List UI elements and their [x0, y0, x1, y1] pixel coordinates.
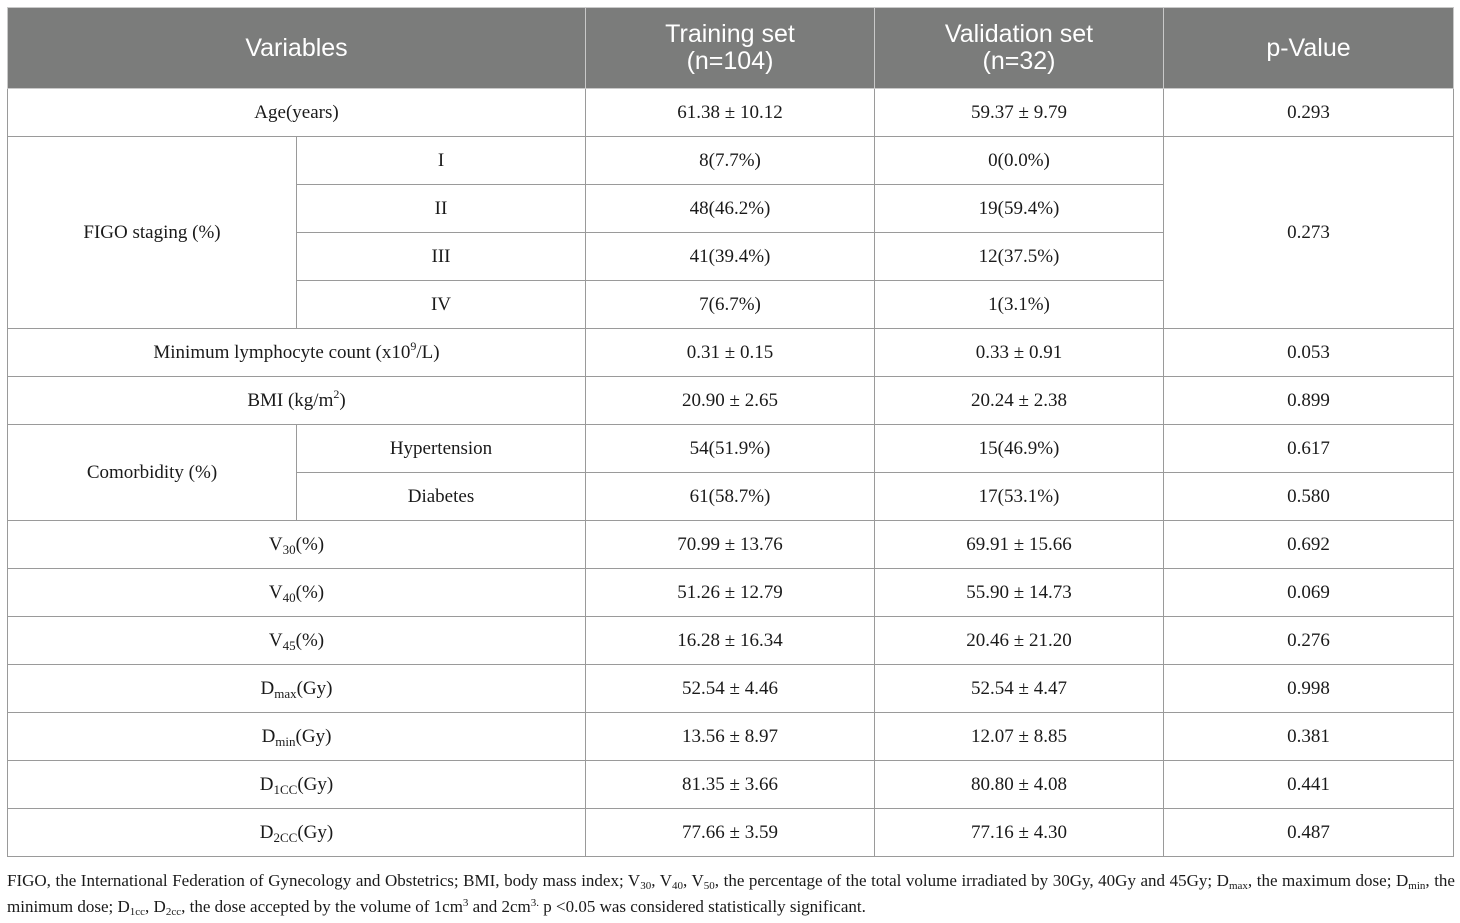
row-label-dose	[8, 761, 586, 809]
table-row	[8, 329, 1454, 377]
table-wrapper	[7, 7, 1453, 857]
label-unit: (Gy)	[296, 677, 333, 699]
header-validation-set	[875, 8, 1164, 89]
cell-validation: 20.24 ± 2.38	[875, 377, 1164, 425]
footnote-text: , V	[683, 871, 704, 890]
label-superscript: 9	[410, 338, 417, 353]
label-base: V	[268, 629, 283, 651]
cell-validation: 77.16 ± 4.30	[875, 809, 1164, 857]
label-base: D	[259, 821, 274, 843]
cell-validation: 59.37 ± 9.79	[875, 89, 1164, 137]
table-row	[8, 713, 1454, 761]
footnote-subscript: max	[1228, 880, 1248, 892]
cell-training: 77.66 ± 3.59	[586, 809, 875, 857]
footnote-superscript: 3.	[530, 897, 539, 909]
row-label-bmi	[8, 377, 586, 425]
footnote-text: , the maximum dose; D	[1247, 871, 1409, 890]
cell-pvalue: 0.053	[1164, 329, 1454, 377]
cell-validation: 20.46 ± 21.20	[875, 617, 1164, 665]
row-label-dose	[8, 809, 586, 857]
label-subscript: min	[275, 733, 296, 749]
cell-validation: 19(59.4%)	[875, 185, 1164, 233]
header-training-line1: Training set	[665, 20, 795, 48]
cell-training: 70.99 ± 13.76	[586, 521, 875, 569]
cell-validation: 52.54 ± 4.47	[875, 665, 1164, 713]
footnote-text: , the minimum dose; D	[7, 871, 1455, 916]
table-row	[8, 425, 1454, 473]
cell-training: 61.38 ± 10.12	[586, 89, 875, 137]
cell-training: 13.56 ± 8.97	[586, 713, 875, 761]
label-unit: (%)	[295, 581, 325, 603]
label-text: /L)	[416, 341, 440, 363]
cell-validation: 0(0.0%)	[875, 137, 1164, 185]
cell-training: 0.31 ± 0.15	[586, 329, 875, 377]
baseline-characteristics-table	[7, 7, 1454, 857]
cell-training: 8(7.7%)	[586, 137, 875, 185]
footnote-text: p <0.05 was considered statistically significant.	[539, 897, 866, 916]
label-unit: (Gy)	[297, 821, 334, 843]
row-label-figo: FIGO staging (%)	[8, 137, 297, 329]
cell-validation: 12.07 ± 8.85	[875, 713, 1164, 761]
comorbidity-name: Hypertension	[297, 425, 586, 473]
table-row	[8, 665, 1454, 713]
cell-training: 81.35 ± 3.66	[586, 761, 875, 809]
cell-pvalue: 0.580	[1164, 473, 1454, 521]
header-validation-line2: (n=32)	[982, 47, 1056, 75]
figo-stage: IV	[297, 281, 586, 329]
label-text: BMI (kg/m	[247, 389, 334, 411]
cell-pvalue-figo: 0.273	[1164, 137, 1454, 329]
label-base: V	[268, 581, 283, 603]
cell-training: 51.26 ± 12.79	[586, 569, 875, 617]
footnote-subscript: 50	[703, 880, 715, 892]
cell-pvalue: 0.069	[1164, 569, 1454, 617]
cell-pvalue: 0.998	[1164, 665, 1454, 713]
cell-training: 54(51.9%)	[586, 425, 875, 473]
table-row	[8, 617, 1454, 665]
footnote-text: FIGO, the International Federation of Gynecology and Obstetrics; BMI, body mass index; V	[7, 871, 641, 890]
cell-pvalue: 0.899	[1164, 377, 1454, 425]
row-label-dose	[8, 569, 586, 617]
cell-training: 16.28 ± 16.34	[586, 617, 875, 665]
label-subscript: 40	[282, 589, 296, 605]
cell-pvalue: 0.441	[1164, 761, 1454, 809]
figo-stage: I	[297, 137, 586, 185]
comorbidity-name: Diabetes	[297, 473, 586, 521]
header-variables: Variables	[8, 8, 586, 89]
label-text: Minimum lymphocyte count (x10	[153, 341, 411, 363]
label-base: V	[268, 533, 283, 555]
cell-training: 48(46.2%)	[586, 185, 875, 233]
cell-training: 7(6.7%)	[586, 281, 875, 329]
header-pvalue: p-Value	[1164, 8, 1454, 89]
row-label-age: Age(years)	[8, 89, 586, 137]
footnote-subscript: 1cc	[129, 906, 146, 918]
table-footnote	[7, 869, 1455, 921]
row-label-dose	[8, 521, 586, 569]
label-base: D	[260, 677, 275, 699]
footnote-text: , the dose accepted by the volume of 1cm	[181, 897, 463, 916]
label-subscript: 45	[282, 637, 296, 653]
label-unit: (%)	[295, 533, 325, 555]
header-training-set	[586, 8, 875, 89]
footnote-text: , D	[145, 897, 166, 916]
cell-validation: 15(46.9%)	[875, 425, 1164, 473]
row-label-dose	[8, 617, 586, 665]
cell-training: 52.54 ± 4.46	[586, 665, 875, 713]
label-subscript: 30	[282, 541, 296, 557]
cell-validation: 1(3.1%)	[875, 281, 1164, 329]
cell-training: 61(58.7%)	[586, 473, 875, 521]
table-row	[8, 521, 1454, 569]
header-row	[8, 8, 1454, 89]
cell-validation: 80.80 ± 4.08	[875, 761, 1164, 809]
footnote-subscript: 30	[640, 880, 652, 892]
table-row	[8, 137, 1454, 185]
label-text: )	[339, 389, 346, 411]
header-training-line2: (n=104)	[686, 47, 774, 75]
label-base: D	[259, 773, 274, 795]
label-subscript: max	[274, 685, 297, 701]
label-subscript: 1CC	[273, 781, 298, 797]
label-unit: (Gy)	[295, 725, 332, 747]
table-row	[8, 89, 1454, 137]
row-label-comorbidity: Comorbidity (%)	[8, 425, 297, 521]
table-row	[8, 377, 1454, 425]
row-label-dose	[8, 713, 586, 761]
cell-validation: 17(53.1%)	[875, 473, 1164, 521]
figo-stage: II	[297, 185, 586, 233]
footnote-text: and 2cm	[468, 897, 531, 916]
footnote-subscript: min	[1408, 880, 1426, 892]
cell-validation: 12(37.5%)	[875, 233, 1164, 281]
figo-stage: III	[297, 233, 586, 281]
cell-pvalue: 0.487	[1164, 809, 1454, 857]
cell-validation: 0.33 ± 0.91	[875, 329, 1164, 377]
cell-pvalue: 0.381	[1164, 713, 1454, 761]
table-row	[8, 809, 1454, 857]
footnote-subscript: 2cc	[165, 906, 182, 918]
cell-pvalue: 0.293	[1164, 89, 1454, 137]
row-label-dose	[8, 665, 586, 713]
footnote-text: , V	[651, 871, 672, 890]
cell-training: 41(39.4%)	[586, 233, 875, 281]
footnote-superscript: 3	[462, 897, 469, 909]
footnote-subscript: 40	[672, 880, 683, 892]
cell-pvalue: 0.276	[1164, 617, 1454, 665]
header-validation-line1: Validation set	[944, 20, 1094, 48]
label-unit: (%)	[295, 629, 325, 651]
label-base: D	[261, 725, 276, 747]
table-row	[8, 569, 1454, 617]
cell-pvalue: 0.692	[1164, 521, 1454, 569]
cell-pvalue: 0.617	[1164, 425, 1454, 473]
label-subscript: 2CC	[273, 829, 298, 845]
label-unit: (Gy)	[297, 773, 334, 795]
label-superscript: 2	[333, 386, 340, 401]
cell-validation: 69.91 ± 15.66	[875, 521, 1164, 569]
row-label-lymphocyte	[8, 329, 586, 377]
cell-validation: 55.90 ± 14.73	[875, 569, 1164, 617]
table-row	[8, 761, 1454, 809]
footnote-text: , the percentage of the total volume irradiated by 30Gy, 40Gy and 45Gy; D	[714, 871, 1229, 890]
cell-training: 20.90 ± 2.65	[586, 377, 875, 425]
